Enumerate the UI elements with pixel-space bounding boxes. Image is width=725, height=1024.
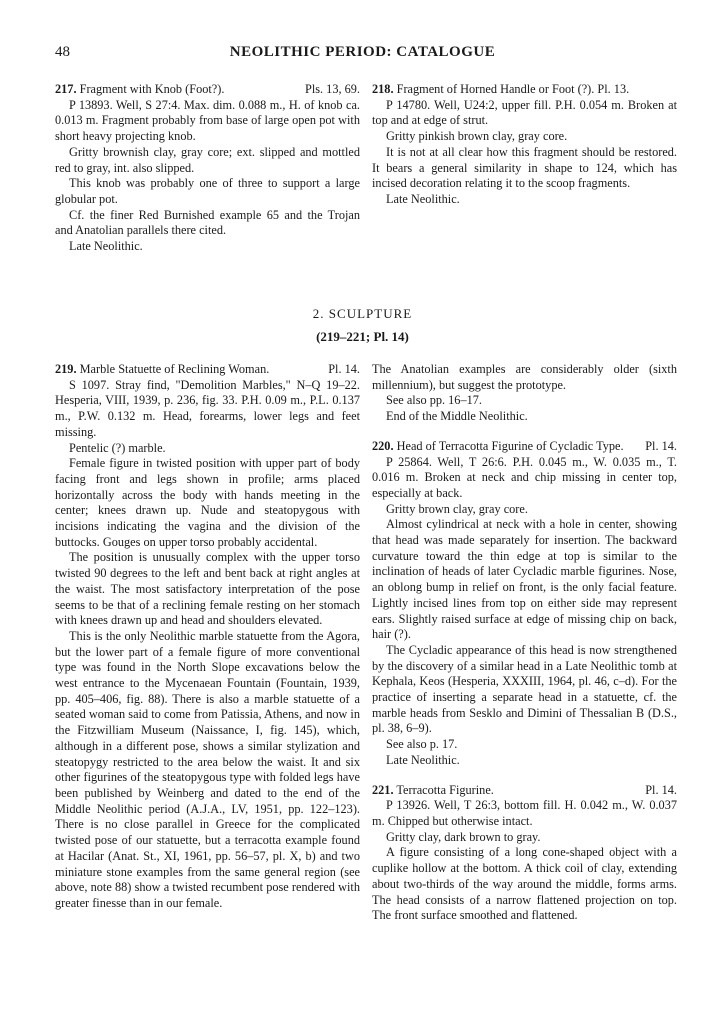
paragraph: Cf. the finer Red Burnished example 65 and the Trojan and Anatolian parallels there cited. [55, 207, 360, 238]
paragraph: It is not at all clear how this fragment should be restored. It bears a general similarity in shape to 124, which has incised decoration relating it to the scoop fragments. [372, 144, 677, 191]
plate-reference: Pls. 13, 69. [304, 82, 360, 96]
entry-number: 217. [55, 82, 77, 96]
entry-221 [372, 783, 677, 924]
paragraph: Female figure in twisted position with upper part of body facing front and legs shown in profile; arms placed horizontally across the body with hands meeting in the center; knees drawn up. Nude and steatopygous with incisions indicating the vagina and the division of the buttocks. Gouges on upper torso probably accidental. [55, 456, 360, 549]
entry-heading [55, 82, 360, 98]
paragraph: This is the only Neolithic marble statuette from the Agora, but the lower part of a female figure of more conventional type was found in the North Slope excavations below the west entrance to the Mycenaean Fountain (Fountain, 1939, pp. 405–406, fig. 88). There is also a marble statuette of a seated woman said to come from Patissia, Athens, and now in the Fitzwilliam Museum (Naissance, I, fig. 145), which, although in a different pose, shows a similar stylization and steatopygy restricted to the area below the waist. It and six other figurines of the steatopygous type with folded legs have been published by Weinberg and dated to the end of the Middle Neolithic period (A.J.A., LV, 1951, pp. 122–123). There is no close parallel in Greece for the complicated twisted pose of our statuette, but a terracotta example found at Hacilar (Anat. St., XI, 1961, pp. 56–57, pl. X, b) and two miniature stone examples from the same general region (see above, note 88) show a twisted recumbent pose rendered with greater finesse than in our female. [55, 628, 360, 910]
paragraph: End of the Middle Neolithic. [386, 409, 528, 424]
paragraph: The Cycladic appearance of this head is now strengthened by the discovery of a similar head in a Late Neolithic tomb at Kephala, Keos (Hesperia, XXXIII, 1964, pl. 46, c–d). For the practice of inserting a separate head in a statuette, cf. the marble heads from Sesklo and Dimini of Thessalian B (D.S., pl. 38, 6–9). [372, 642, 677, 736]
paragraph: Pentelic (?) marble. [69, 440, 166, 455]
paragraph: The position is unusually complex with the upper torso twisted 90 degrees to the left and bent back at right angles at the waist. The most satisfactory interpretation of the pose seems to be that of a reclining female resting on her stomach with knees drawn up and head and shoulders elevated. [55, 550, 360, 628]
entry-number: 218. [372, 82, 394, 96]
paragraph: Gritty clay, dark brown to gray. [386, 829, 541, 844]
entry-title: Head of Terracotta Figurine of Cycladic Type. [396, 438, 624, 453]
entry-219 [55, 362, 360, 912]
entry-title: Fragment with Knob (Foot?). [79, 82, 225, 96]
entry-heading [372, 439, 677, 455]
paragraph: P 13926. Well, T 26:3, bottom fill. H. 0.042 m., W. 0.037 m. Chipped but otherwise intact. [372, 798, 677, 828]
entry-heading [372, 783, 677, 799]
paragraph: Late Neolithic. [69, 239, 143, 254]
paragraph: P 14780. Well, U24:2, upper fill. P.H. 0.054 m. Broken at top and at edge of strut. [372, 97, 677, 128]
paragraph: This knob was probably one of three to support a large globular pot. [55, 176, 360, 206]
entry-title: Fragment of Horned Handle or Foot (?). Pl. 13. [396, 82, 630, 96]
paragraph: P 25864. Well, T 26:6. P.H. 0.045 m., W. 0.035 m., T. 0.016 m. Broken at neck and chip missing in center top, especially at back. [372, 454, 677, 500]
paragraph: P 13893. Well, S 27:4. Max. dim. 0.088 m., H. of knob ca. 0.013 m. Fragment probably from base of large open pot with short heavy projecting knob. [55, 97, 360, 144]
paragraph: The Anatolian examples are considerably older (sixth millennium), but suggest the prototype. [372, 362, 677, 392]
paragraph: Gritty brownish clay, gray core; ext. slipped and mottled red to gray, int. also slipped. [55, 144, 360, 175]
section-subheading: (219–221; Pl. 14) [316, 329, 409, 344]
paragraph: Almost cylindrical at neck with a hole in center, showing that head was made separately for insertion. The backward curvature toward the thin edge at top is similar to the inclination of heads of later Cycladic marble figurines. Nose, an oblong bump in relief on front, is the only facial feature. Lightly incised lines from top on either side may represent ears. Slightly raised surface at edge of missing chip on back, hair (?). [372, 517, 677, 642]
running-title: NEOLITHIC PERIOD: CATALOGUE [229, 44, 496, 60]
plate-reference: Pl. 14. [328, 362, 360, 376]
paragraph: Gritty brown clay, gray core. [386, 501, 528, 516]
entry-title: Terracotta Figurine. [396, 782, 494, 797]
page-number: 48 [55, 44, 70, 60]
entry-217 [55, 82, 360, 255]
plate-reference: Pl. 14. [645, 438, 677, 453]
paragraph: Late Neolithic. [386, 191, 460, 206]
entry-number: 221. [372, 782, 394, 797]
plate-reference: Pl. 14. [645, 782, 677, 797]
entry-number: 220. [372, 438, 394, 453]
spacer [372, 769, 677, 783]
section-heading: 2. SCULPTURE [312, 306, 413, 321]
paragraph: A figure consisting of a long cone-shaped object with a cuplike hollow at the bottom. A thick coil of clay, extending about two-thirds of the way around the middle, forms arms. The head consists of a narrow flattened projection on top. The front surface smoothed and flattened. [372, 845, 677, 923]
running-head [55, 44, 670, 64]
paragraph: Gritty pinkish brown clay, gray core. [386, 129, 568, 144]
entry-number: 219. [55, 362, 77, 376]
entry-218 [372, 82, 677, 208]
paragraph: S 1097. Stray find, "Demolition Marbles," N–Q 19–22. Hesperia, VIII, 1939, p. 236, fig. 33. P.H. 0.09 m., P.L. 0.137 m., P.W. 0.132 m. Head, forearms, lower legs and feet missing. [55, 377, 360, 439]
entry-heading [372, 82, 677, 98]
paragraph: See also p. 17. [386, 737, 458, 752]
entry-title: Marble Statuette of Reclining Woman. [79, 362, 270, 376]
entry-220 [372, 439, 677, 769]
paragraph: Late Neolithic. [386, 752, 460, 767]
entry-heading [55, 362, 360, 378]
paragraph: See also pp. 16–17. [386, 393, 482, 408]
spacer [372, 425, 677, 439]
right-column-lower [372, 362, 677, 924]
entry-219-continuation [372, 362, 677, 425]
